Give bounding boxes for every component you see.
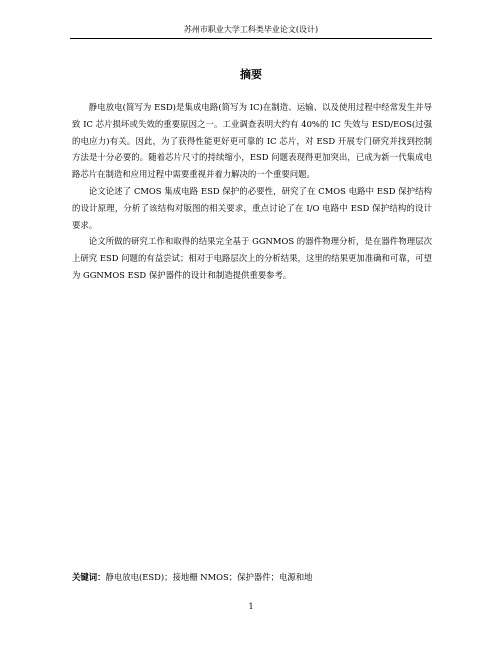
abstract-paragraph-1: 静电放电(简写为 ESD)是集成电路(简写为 IC)在制造、运输、以及使用过程中经常发生并导致 IC 芯片损坏或失效的重要原因之一。工业调查表明大约有 40%的 IC 失效与 ESD/EOS(过强的电应力)有关。因此，为了获得性能更好更可靠的 IC 芯片，对 ESD 开展专门研究并找到控制方法是十分必要的。随着芯片尺寸的持续缩小，ESD 问题表现得更加突出，已成为新一代集成电路芯片在制造和应用过程中需要重视并着力解决的一个重要问题。: [72, 102, 432, 180]
keywords-text: 静电放电(ESD)；接地栅 NMOS；保护器件；电源和地: [105, 572, 313, 582]
keywords-line: [72, 571, 432, 583]
keywords-label: 关键词：: [72, 572, 106, 582]
abstract-body: [72, 99, 432, 284]
page-number: 1: [248, 602, 254, 611]
abstract-title: 摘要: [240, 68, 262, 81]
abstract-paragraph-3: 论文所做的研究工作和取得的结果完全基于 GGNMOS 的器件物理分析，是在器件物理层次上研究 ESD 问题的有益尝试；相对于电路层次上的分析结果，这里的结果更加准确和可靠，可望为 GGNMOS ESD 保护器件的设计和制造提供重要参考。: [72, 236, 432, 280]
abstract-paragraph-2: 论文论述了 CMOS 集成电路 ESD 保护的必要性，研究了在 CMOS 电路中 ESD 保护结构的设计原理，分析了该结构对版图的相关要求，重点讨论了在 I/O 电路中 ESD 保护结构的设计要求。: [72, 185, 432, 230]
header-divider: [70, 38, 432, 39]
page-header: 苏州市职业大学工科类毕业论文(设计): [183, 25, 319, 34]
